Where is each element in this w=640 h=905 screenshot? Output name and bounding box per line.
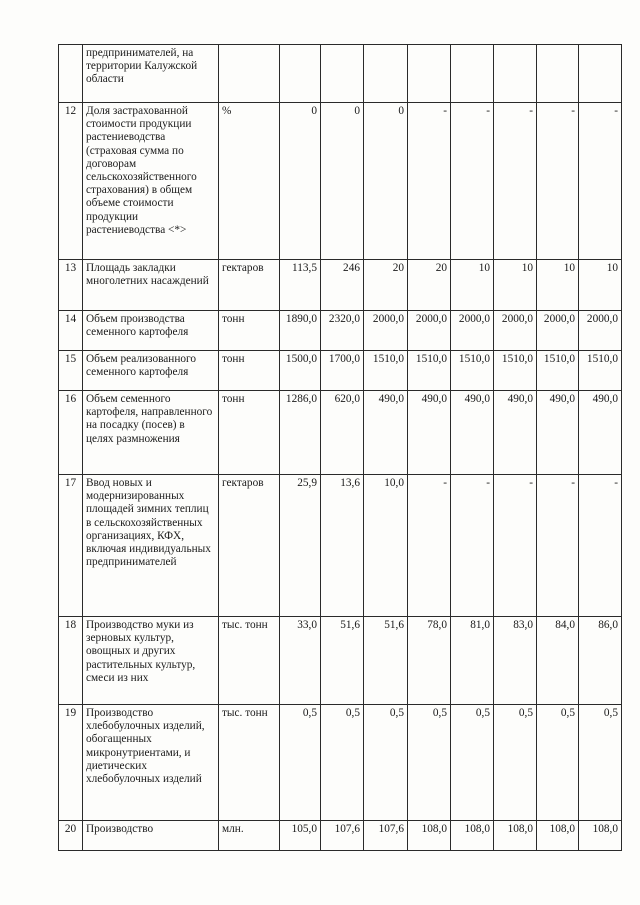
indicator-name: Объем семенного картофеля, направленного на посадку (посев) в целях размножения	[83, 391, 219, 475]
value-cell: 78,0	[408, 617, 451, 705]
table-row	[59, 45, 622, 103]
value-cell: 33,0	[280, 617, 321, 705]
table-row	[59, 391, 622, 475]
row-number: 17	[59, 475, 83, 617]
value-cell: 10	[494, 260, 537, 311]
value-cell: -	[537, 475, 579, 617]
value-cell: 246	[321, 260, 364, 311]
value-cell: 113,5	[280, 260, 321, 311]
unit-cell: тонн	[219, 311, 280, 351]
row-number: 20	[59, 821, 83, 851]
value-cell: 51,6	[321, 617, 364, 705]
value-cell: 1510,0	[451, 351, 494, 391]
indicators-table	[58, 44, 622, 851]
value-cell: 0	[321, 103, 364, 260]
table-row	[59, 260, 622, 311]
table-row	[59, 821, 622, 851]
table-body	[59, 45, 622, 851]
value-cell: 108,0	[408, 821, 451, 851]
value-cell: 108,0	[579, 821, 622, 851]
value-cell: 1510,0	[494, 351, 537, 391]
value-cell: 51,6	[364, 617, 408, 705]
value-cell: 0,5	[280, 705, 321, 821]
table-row	[59, 475, 622, 617]
unit-cell: %	[219, 103, 280, 260]
value-cell: 490,0	[451, 391, 494, 475]
value-cell: -	[451, 103, 494, 260]
value-cell: 1510,0	[537, 351, 579, 391]
value-cell: 1510,0	[364, 351, 408, 391]
row-number: 14	[59, 311, 83, 351]
row-number: 16	[59, 391, 83, 475]
value-cell: 81,0	[451, 617, 494, 705]
value-cell: 108,0	[451, 821, 494, 851]
indicator-name: Производство муки из зерновых культур, овощных и других растительных культур, смеси из них	[83, 617, 219, 705]
indicator-name: Объем производства семенного картофеля	[83, 311, 219, 351]
unit-cell: тыс. тонн	[219, 705, 280, 821]
value-cell: 1286,0	[280, 391, 321, 475]
value-cell: 0,5	[408, 705, 451, 821]
value-cell: -	[494, 475, 537, 617]
value-cell	[579, 45, 622, 103]
value-cell: -	[579, 475, 622, 617]
value-cell: 2000,0	[494, 311, 537, 351]
table-row	[59, 705, 622, 821]
unit-cell: тонн	[219, 351, 280, 391]
value-cell: 2000,0	[408, 311, 451, 351]
value-cell: 1510,0	[408, 351, 451, 391]
value-cell: 0,5	[537, 705, 579, 821]
indicator-name: Производство	[83, 821, 219, 851]
value-cell: -	[579, 103, 622, 260]
value-cell: -	[451, 475, 494, 617]
value-cell: 620,0	[321, 391, 364, 475]
value-cell: 107,6	[364, 821, 408, 851]
row-number: 18	[59, 617, 83, 705]
indicator-name: Объем реализованного семенного картофеля	[83, 351, 219, 391]
value-cell: 108,0	[494, 821, 537, 851]
value-cell	[280, 45, 321, 103]
value-cell: 1510,0	[579, 351, 622, 391]
value-cell: 86,0	[579, 617, 622, 705]
value-cell: 20	[364, 260, 408, 311]
value-cell: 490,0	[494, 391, 537, 475]
value-cell: 2000,0	[579, 311, 622, 351]
value-cell: 105,0	[280, 821, 321, 851]
unit-cell: млн.	[219, 821, 280, 851]
value-cell	[408, 45, 451, 103]
value-cell	[321, 45, 364, 103]
value-cell: 2000,0	[537, 311, 579, 351]
row-number: 19	[59, 705, 83, 821]
value-cell: 10	[451, 260, 494, 311]
value-cell	[494, 45, 537, 103]
table-row	[59, 311, 622, 351]
unit-cell: тонн	[219, 391, 280, 475]
value-cell	[537, 45, 579, 103]
value-cell: 2000,0	[451, 311, 494, 351]
row-number	[59, 45, 83, 103]
value-cell: 0,5	[579, 705, 622, 821]
value-cell: 10	[537, 260, 579, 311]
unit-cell: гектаров	[219, 475, 280, 617]
value-cell: 490,0	[579, 391, 622, 475]
value-cell: 25,9	[280, 475, 321, 617]
value-cell	[364, 45, 408, 103]
value-cell: 20	[408, 260, 451, 311]
row-number: 15	[59, 351, 83, 391]
value-cell: 0,5	[364, 705, 408, 821]
value-cell: 490,0	[408, 391, 451, 475]
value-cell: -	[408, 475, 451, 617]
value-cell: 0	[280, 103, 321, 260]
indicator-name: Производство хлебобулочных изделий, обогащенных микронутриентами, и диетических хлебобулочных изделий	[83, 705, 219, 821]
value-cell: 2320,0	[321, 311, 364, 351]
unit-cell: гектаров	[219, 260, 280, 311]
row-number: 12	[59, 103, 83, 260]
indicator-name: Ввод новых и модернизированных площадей зимних теплиц в сельскохозяйственных организациях, КФХ, включая индивидуальных предпринимателей	[83, 475, 219, 617]
value-cell: 0	[364, 103, 408, 260]
unit-cell	[219, 45, 280, 103]
value-cell: 1890,0	[280, 311, 321, 351]
value-cell: 490,0	[364, 391, 408, 475]
value-cell: 0,5	[494, 705, 537, 821]
value-cell: -	[537, 103, 579, 260]
table-row	[59, 617, 622, 705]
value-cell: 1700,0	[321, 351, 364, 391]
value-cell: 10	[579, 260, 622, 311]
value-cell: 13,6	[321, 475, 364, 617]
row-number: 13	[59, 260, 83, 311]
table-row	[59, 103, 622, 260]
table-row	[59, 351, 622, 391]
value-cell: 0,5	[321, 705, 364, 821]
indicator-name: Площадь закладки многолетних насаждений	[83, 260, 219, 311]
unit-cell: тыс. тонн	[219, 617, 280, 705]
value-cell: 10,0	[364, 475, 408, 617]
value-cell: 2000,0	[364, 311, 408, 351]
value-cell: -	[408, 103, 451, 260]
value-cell: 83,0	[494, 617, 537, 705]
value-cell: -	[494, 103, 537, 260]
indicator-name: предпринимателей, на территории Калужской области	[83, 45, 219, 103]
value-cell: 490,0	[537, 391, 579, 475]
value-cell: 107,6	[321, 821, 364, 851]
value-cell: 108,0	[537, 821, 579, 851]
value-cell: 0,5	[451, 705, 494, 821]
indicator-name: Доля застрахованной стоимости продукции растениеводства (страховая сумма по договорам сельскохозяйственного страхования) в общем объеме стоимости продукции растениеводства <*>	[83, 103, 219, 260]
value-cell: 1500,0	[280, 351, 321, 391]
value-cell	[451, 45, 494, 103]
value-cell: 84,0	[537, 617, 579, 705]
